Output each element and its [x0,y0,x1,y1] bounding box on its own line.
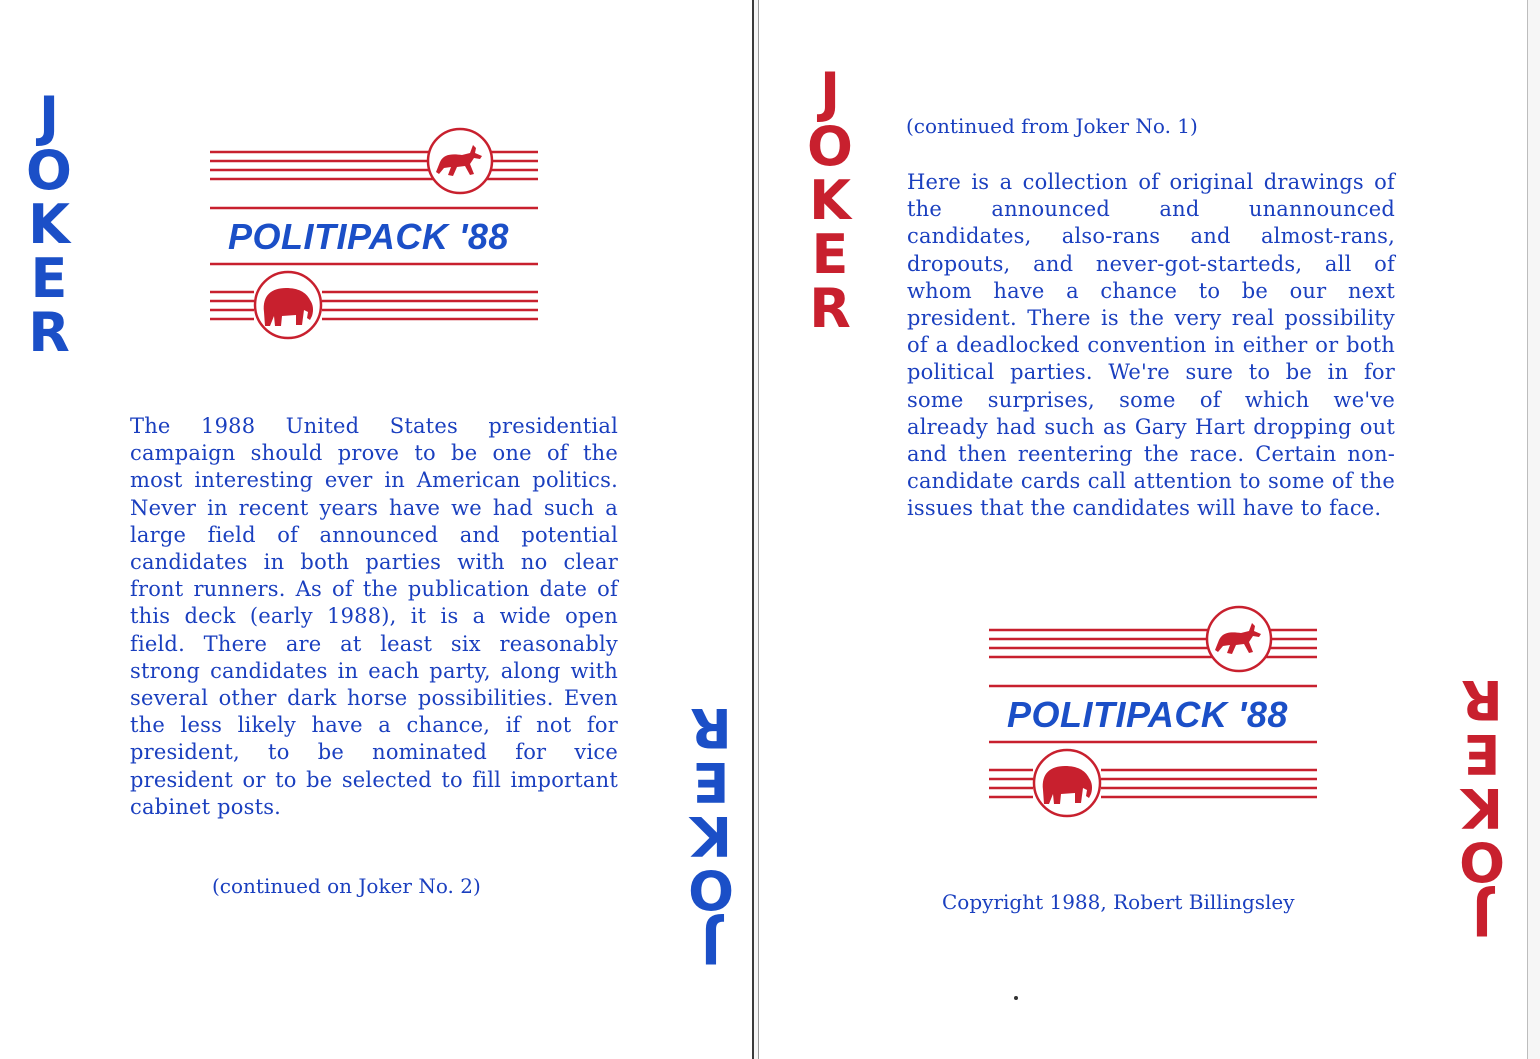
joker-corner-bottom-right [1449,668,1509,947]
elephant-icon [1034,750,1100,816]
continued-note: (continued from Joker No. 1) [906,114,1198,138]
joker-label: JOKER [26,85,72,364]
scan-speck [1014,996,1018,1000]
card-body-text: Here is a collection of original drawings of the announced and unannounced candidates, also-rans and almost-rans, dropouts, and never-got-starteds, all of whom have a chance to be our next president. There is the very real possibility of a deadlocked convention in either or both political parties. We're sure to be in for some surprises, some of which we've already had such as Gary Hart dropping out and then reentering the race. Certain non-candidate cards call attention to some of the issues that the candidates will have to face. [907,170,1395,521]
joker-corner-top-left [803,61,863,340]
politipack-logo [210,120,544,355]
continued-note: (continued on Joker No. 2) [212,874,481,898]
joker-corner-bottom-right [678,696,738,975]
joker-card-2 [758,0,1528,1059]
elephant-icon [255,272,321,338]
donkey-icon [1207,607,1271,671]
copyright-text: Copyright 1988, Robert Billingsley [942,890,1295,914]
joker-label: JOKER [688,696,734,975]
politipack-logo [989,598,1323,833]
logo-title: POLITIPACK '88 [1007,694,1288,735]
joker-card-1 [0,0,754,1059]
logo-title: POLITIPACK '88 [228,216,509,257]
joker-label: JOKER [1459,668,1505,947]
joker-label: JOKER [807,61,853,340]
donkey-icon [428,129,492,193]
card-body-text: The 1988 United States presidential campaign should prove to be one of the most interesting ever in American politics. Never in recent years have we had such a large field of announced and potential candidates in both parties with no clear front runners. As of the publication date of this deck (early 1988), it is a wide open field. There are at least six reasonably strong candidates in each party, along with several other dark horse possibilities. Even the less likely have a chance, if not for president, to be nominated for vice president or to be selected to fill important cabinet posts. [130,414,618,819]
joker-corner-top-left [22,85,82,364]
